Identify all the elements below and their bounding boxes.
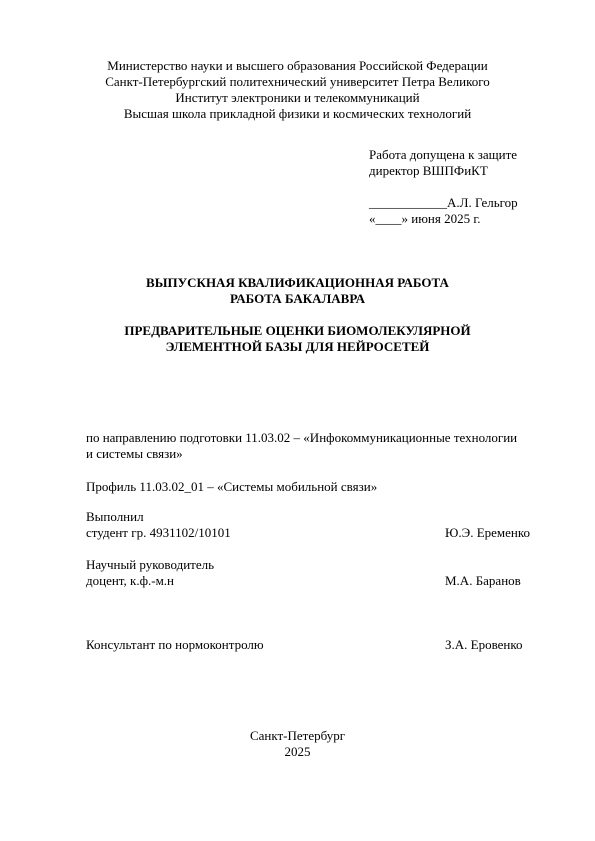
supervisor-role: доцент, к.ф.-м.н xyxy=(86,573,175,588)
school-line: Высшая школа прикладной физики и космических технологий xyxy=(123,106,472,121)
author-name: Ю.Э. Еременко xyxy=(445,525,531,540)
city-line: Санкт-Петербург xyxy=(249,728,346,743)
ministry-line: Министерство науки и высшего образования Российской Федерации xyxy=(107,58,488,73)
supervisor-label: Научный руководитель xyxy=(86,557,215,572)
approval-line-2: директор ВШПФиКТ xyxy=(369,163,488,178)
institute-line: Институт электроники и телекоммуникаций xyxy=(175,90,420,105)
topic-line-2: ЭЛЕМЕНТНОЙ БАЗЫ ДЛЯ НЕЙРОСЕТЕЙ xyxy=(165,339,430,354)
direction-line-2: и системы связи» xyxy=(86,446,183,461)
consultant-name: З.А. Еровенко xyxy=(445,637,523,652)
approval-line-1: Работа допущена к защите xyxy=(369,147,518,162)
approval-date: «____» июня 2025 г. xyxy=(369,211,481,226)
profile-line: Профиль 11.03.02_01 – «Системы мобильной связи» xyxy=(86,479,378,494)
university-line: Санкт-Петербургский политехнический университет Петра Великого xyxy=(105,74,490,89)
work-type-line-2: РАБОТА БАКАЛАВРА xyxy=(230,291,365,306)
author-label: Выполнил xyxy=(86,509,144,524)
approval-signature: ____________А.Л. Гельгор xyxy=(369,195,518,210)
consultant-role: Консультант по нормоконтролю xyxy=(86,637,264,652)
supervisor-name: М.А. Баранов xyxy=(445,573,521,588)
year-line: 2025 xyxy=(284,744,311,759)
work-type-line-1: ВЫПУСКНАЯ КВАЛИФИКАЦИОННАЯ РАБОТА xyxy=(146,275,449,290)
topic-line-1: ПРЕДВАРИТЕЛЬНЫЕ ОЦЕНКИ БИОМОЛЕКУЛЯРНОЙ xyxy=(124,323,471,338)
direction-line-1: по направлению подготовки 11.03.02 – «Инфокоммуникационные технологии xyxy=(86,430,518,445)
author-role: студент гр. 4931102/10101 xyxy=(86,525,231,540)
